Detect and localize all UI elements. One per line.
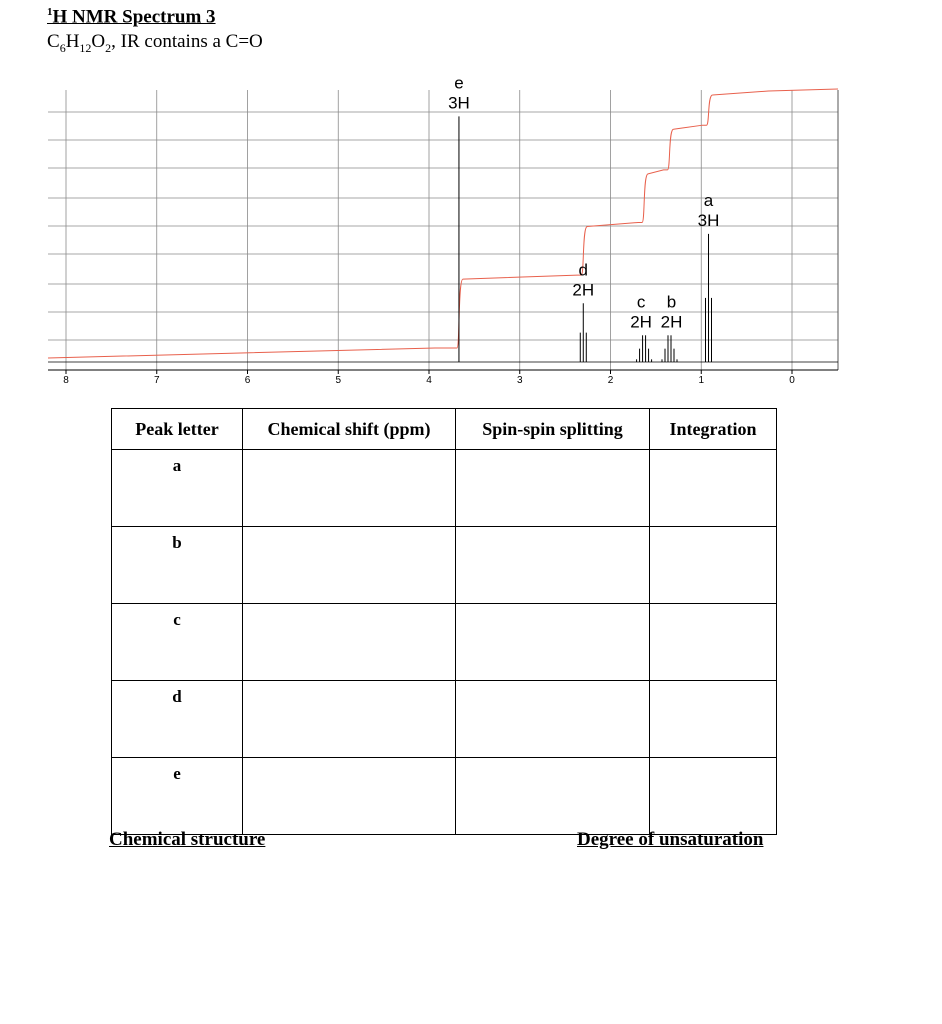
formula-h: H	[65, 31, 80, 52]
peak-assignment-table	[111, 408, 777, 835]
header-integration: Integration	[650, 409, 777, 450]
row-chemical-shift-cell[interactable]	[243, 758, 456, 835]
row-chemical-shift-cell[interactable]	[243, 527, 456, 604]
header-spin-splitting: Spin-spin splitting	[456, 409, 650, 450]
header-chemical-shift: Chemical shift (ppm)	[243, 409, 456, 450]
x-tick-label: 0	[789, 375, 795, 386]
x-tick-label: 6	[244, 375, 251, 386]
peak-c-letter: c	[636, 292, 646, 312]
peak-e-letter: e	[454, 73, 464, 93]
row-chemical-shift-cell[interactable]	[243, 604, 456, 681]
x-tick-label: 1	[698, 375, 705, 386]
peak-a-letter: a	[703, 190, 714, 210]
row-splitting-cell[interactable]	[456, 758, 650, 835]
row-integration-cell[interactable]	[650, 604, 777, 681]
formula-h-count: 12	[79, 40, 92, 55]
row-integration-cell[interactable]	[650, 527, 777, 604]
row-peak-letter: e	[112, 758, 243, 835]
row-peak-letter: d	[112, 681, 243, 758]
formula-o-count: 2	[105, 40, 112, 55]
table-row	[112, 450, 777, 527]
x-tick-label: 8	[63, 375, 69, 386]
peak-a-integration: 3H	[697, 210, 720, 230]
x-axis-ticks	[63, 370, 795, 386]
row-integration-cell[interactable]	[650, 681, 777, 758]
row-splitting-cell[interactable]	[456, 604, 650, 681]
integration-curve	[48, 89, 838, 358]
x-tick-label: 5	[335, 375, 342, 386]
peak-b-integration: 2H	[660, 312, 683, 332]
formula-c-count: 6	[59, 40, 66, 55]
table-row	[112, 527, 777, 604]
table-header-row	[112, 409, 777, 450]
row-peak-letter: a	[112, 450, 243, 527]
title-text: H NMR Spectrum 3	[52, 6, 216, 28]
row-chemical-shift-cell[interactable]	[243, 681, 456, 758]
table-row	[112, 758, 777, 835]
x-tick-label: 3	[516, 375, 523, 386]
row-chemical-shift-cell[interactable]	[243, 450, 456, 527]
formula-ir-note: , IR contains a C=O	[111, 31, 263, 52]
title-superscript: 1	[47, 6, 53, 18]
row-splitting-cell[interactable]	[456, 450, 650, 527]
formula-c: C	[47, 31, 60, 52]
x-tick-label: 2	[607, 375, 614, 386]
peak-d-integration: 2H	[572, 280, 595, 300]
row-integration-cell[interactable]	[650, 450, 777, 527]
peak-c-integration: 2H	[630, 312, 652, 332]
formula-o: O	[91, 31, 106, 52]
row-splitting-cell[interactable]	[456, 681, 650, 758]
row-splitting-cell[interactable]	[456, 527, 650, 604]
degree-of-unsaturation-label: Degree of unsaturation	[577, 829, 764, 850]
chemical-structure-label: Chemical structure	[109, 829, 266, 850]
row-peak-letter: b	[112, 527, 243, 604]
peak-d-letter: d	[578, 260, 589, 280]
chart-grid	[48, 90, 838, 370]
spectrum-trace-group	[48, 116, 838, 362]
peak-b-letter: b	[666, 292, 677, 312]
x-tick-label: 7	[153, 375, 160, 386]
peak-e-integration: 3H	[448, 93, 470, 113]
row-peak-letter: c	[112, 604, 243, 681]
table-row	[112, 681, 777, 758]
nmr-spectrum-chart	[0, 0, 942, 400]
table-row	[112, 604, 777, 681]
integration-curve-group	[48, 89, 838, 358]
header-peak-letter: Peak letter	[112, 409, 243, 450]
row-integration-cell[interactable]	[650, 758, 777, 835]
x-tick-label: 4	[426, 375, 432, 386]
